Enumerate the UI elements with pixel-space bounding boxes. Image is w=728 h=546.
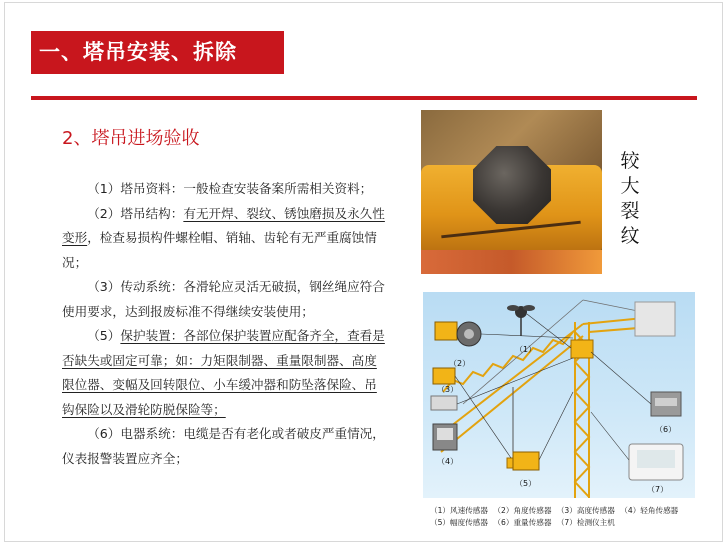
item-6	[62, 422, 389, 471]
marker-4: （4）	[437, 457, 459, 466]
bolt-head	[473, 146, 551, 224]
legend-item-2: （2）角度传感器	[493, 506, 552, 515]
marker-6: （6）	[655, 425, 677, 434]
item-2-underlined: 有无开焊、裂纹、锈蚀磨损及永久性变形	[62, 205, 385, 245]
item-2-lead: （2）塔吊结构：	[87, 205, 184, 221]
item-6-text: （6）电器系统：电缆是否有老化或者破皮严重情况，仪表报警装置应齐全；	[62, 426, 385, 466]
base-plate	[421, 250, 602, 274]
legend-item-5: （5）幅度传感器	[430, 518, 488, 527]
crack-photo	[421, 110, 602, 274]
marker-5: （5）	[515, 479, 537, 488]
crack-label: 较大裂纹	[620, 150, 640, 247]
sensor-legend	[430, 505, 700, 529]
tilt-sensor-icon	[431, 396, 457, 450]
item-2	[62, 202, 389, 276]
marker-1: （1）	[515, 345, 537, 354]
item-1	[62, 177, 389, 202]
marker-3: （3）	[437, 385, 459, 394]
legend-item-6: （6）重量传感器	[493, 518, 552, 527]
legend-item-1: （1）风速传感器	[430, 506, 488, 515]
crane-illustration	[423, 292, 695, 498]
radius-sensor-icon	[513, 452, 539, 470]
legend-item-4: （4）轻角传感器	[620, 506, 679, 515]
slewing-unit	[571, 340, 593, 358]
marker-2: （2）	[449, 359, 471, 368]
angle-sensor-icon	[435, 322, 481, 346]
height-sensor-icon	[433, 368, 455, 384]
legend-item-7: （7）检测仪主机	[556, 518, 615, 527]
weight-sensor-icon	[651, 392, 681, 416]
sensor-diagram	[423, 292, 695, 498]
item-5-underlined: 保护装置：各部位保护装置应配备齐全，查看是否缺失或固定可靠；如：力矩限制器、重量限制器、高度限位器、变幅及回转限位、小车缓冲器和防坠落保险、吊钩保险以及滑轮防脱保险等；	[62, 328, 385, 417]
legend-row-2	[430, 517, 700, 529]
crane-cab	[635, 302, 675, 336]
item-5	[62, 324, 389, 422]
inspection-list	[62, 177, 389, 471]
item-5-lead: （5）	[87, 328, 121, 343]
legend-item-3: （3）高度传感器	[556, 506, 615, 515]
item-1-text: （1）塔吊资料：一般检查安装备案所需相关资料；	[87, 181, 373, 196]
slide-title: 一、塔吊安装、拆除	[31, 31, 284, 74]
monitor-host-icon	[629, 444, 683, 480]
legend-row-1	[430, 505, 700, 517]
title-divider	[31, 96, 697, 100]
wind-sensor-icon	[507, 305, 535, 336]
section-heading: 2、塔吊进场验收	[62, 128, 200, 149]
item-2-rest: ，检查易损构件螺栓帽、销轴、齿轮有无严重腐蚀情况；	[62, 230, 377, 270]
item-3-text: （3）传动系统：各滑轮应灵活无破损，钢丝绳应符合使用要求，达到报废标准不得继续安装使用；	[62, 279, 385, 319]
leader-lines	[455, 314, 651, 460]
marker-7: （7）	[647, 485, 669, 494]
item-3	[62, 275, 389, 324]
